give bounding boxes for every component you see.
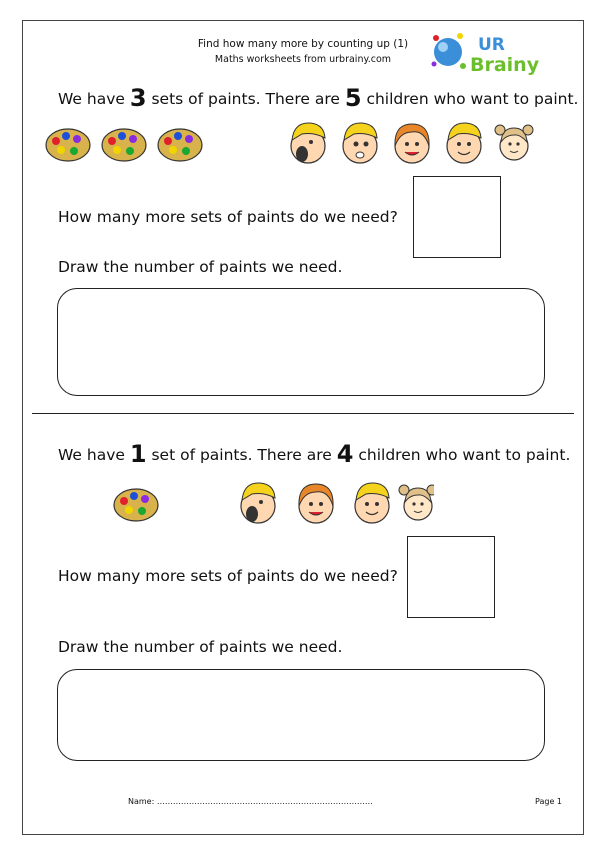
- worksheet-subtitle: Maths worksheets from urbrainy.com: [214, 54, 392, 65]
- child-face-icon: [343, 123, 377, 163]
- question1-drawing-area[interactable]: [57, 288, 545, 396]
- question2-palettes: [112, 484, 162, 526]
- question2-children-count: 4: [336, 440, 354, 468]
- question2-how-many: How many more sets of paints do we need?: [58, 567, 398, 585]
- logo-text-bottom: Brainy: [470, 54, 540, 76]
- worksheet-title: Find how many more by counting up (1): [197, 38, 409, 50]
- question1-children: [284, 116, 534, 170]
- question2-children: [234, 476, 434, 530]
- question2-answer-box[interactable]: [407, 536, 495, 618]
- question2-drawing-area[interactable]: [57, 669, 545, 761]
- palette-icon: [102, 129, 146, 161]
- question1-sets-count: 3: [129, 84, 147, 112]
- question2-sentence: We have 1 set of paints. There are 4 children who want to paint.: [58, 440, 571, 468]
- page-number: Page 1: [535, 797, 562, 806]
- child-face-icon: [355, 483, 389, 523]
- question1-answer-box[interactable]: [413, 176, 501, 258]
- question1-children-count: 5: [344, 84, 362, 112]
- question1-draw-instruction: Draw the number of paints we need.: [58, 258, 343, 276]
- question1-sentence: We have 3 sets of paints. There are 5 children who want to paint.: [58, 84, 579, 112]
- question2-draw-instruction: Draw the number of paints we need.: [58, 638, 343, 656]
- palette-icon: [46, 129, 90, 161]
- question2-sets-count: 1: [129, 440, 147, 468]
- child-face-icon: [291, 123, 325, 163]
- palette-icon: [158, 129, 202, 161]
- child-face-icon: [495, 125, 533, 160]
- section-divider: [32, 413, 574, 414]
- child-face-icon: [395, 124, 429, 163]
- logo-text-top: UR: [478, 35, 505, 55]
- name-field[interactable]: Name: ………………………………………………………………………: [128, 797, 373, 806]
- palette-icon: [114, 489, 158, 521]
- question1-how-many: How many more sets of paints do we need?: [58, 208, 398, 226]
- child-face-icon: [299, 484, 333, 523]
- child-face-icon: [399, 485, 434, 520]
- urbrainy-logo: [430, 30, 550, 76]
- child-face-icon: [241, 483, 275, 523]
- child-face-icon: [447, 123, 481, 163]
- question1-palettes: [44, 124, 204, 166]
